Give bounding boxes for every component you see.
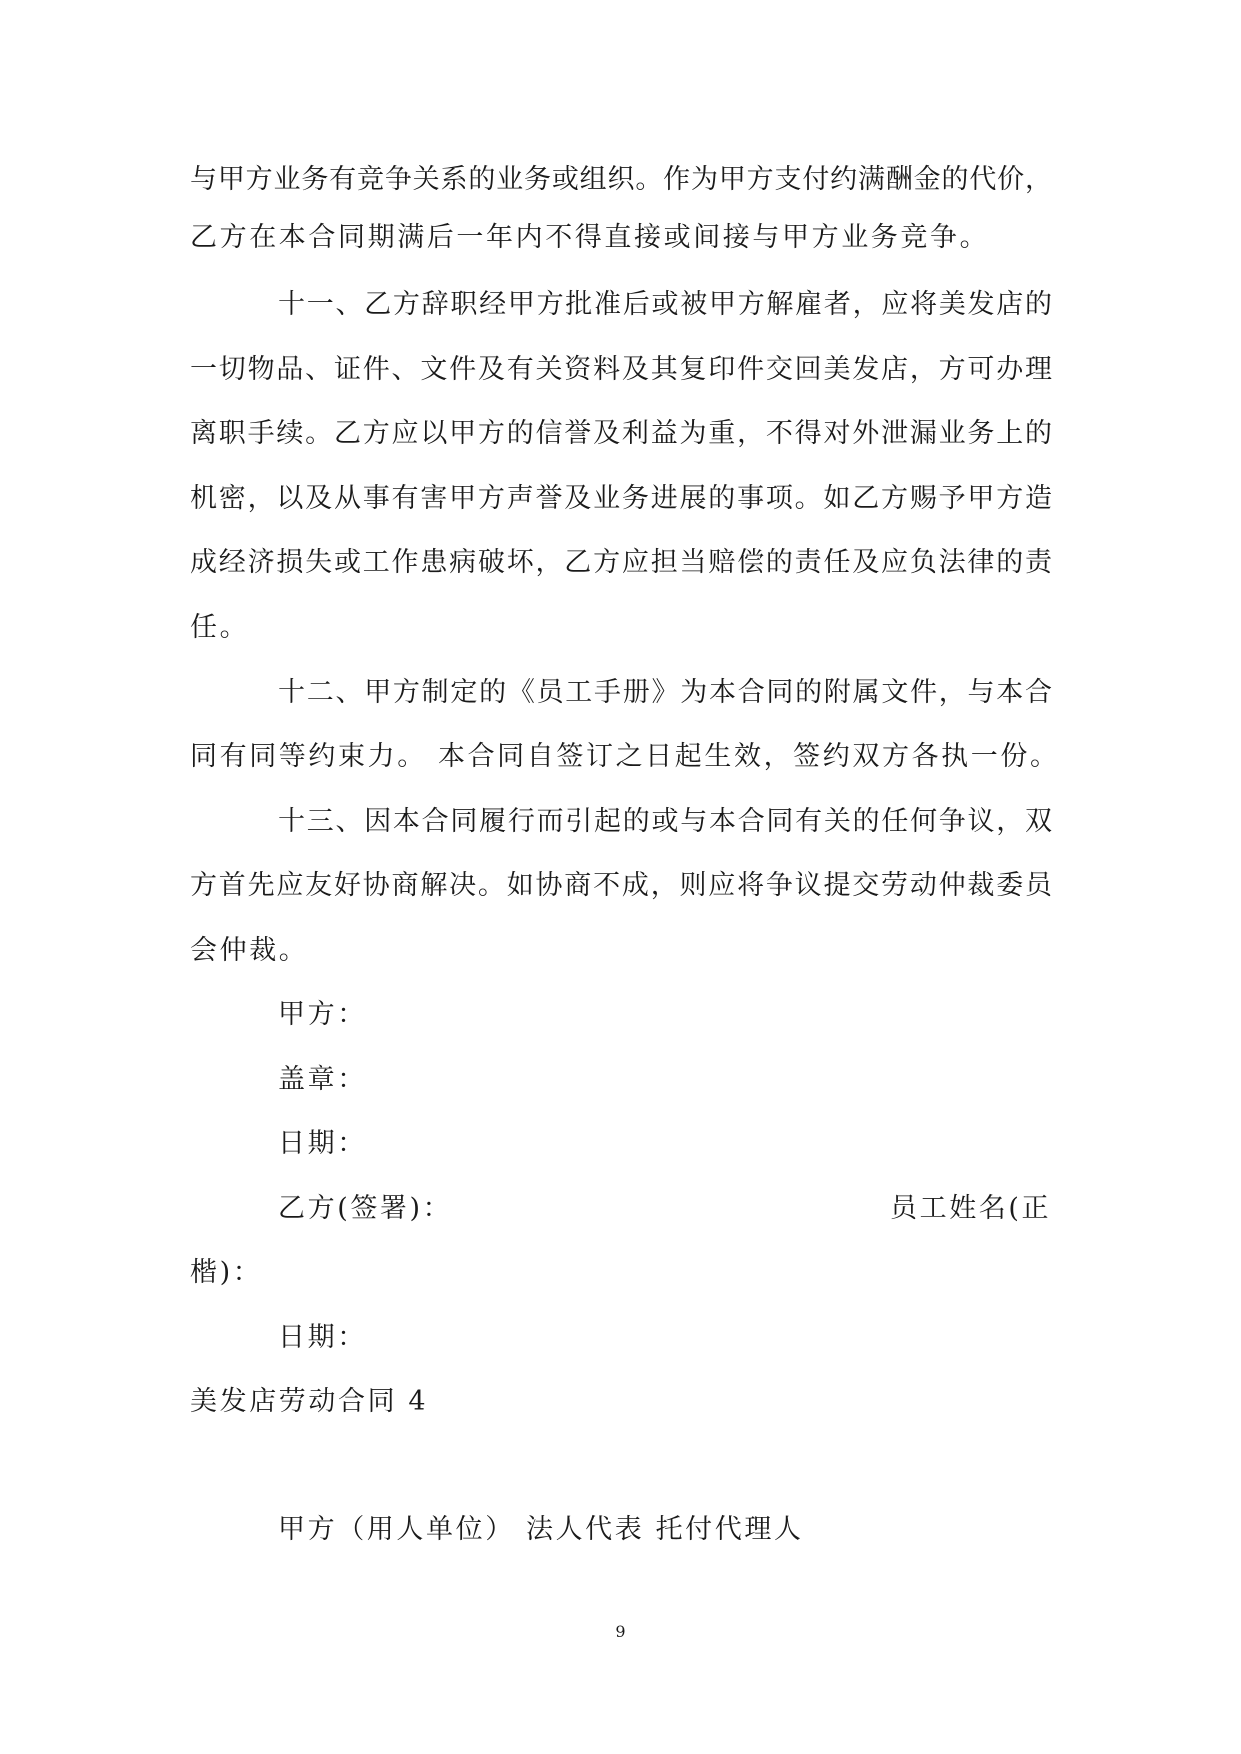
paragraph-line: 离职手续。乙方应以甲方的信誉及利益为重，不得对外泄漏业务上的 [190, 418, 1052, 449]
date-b-label: 日期： [278, 1322, 367, 1353]
employee-name-label: 员工姓名(正 [890, 1193, 1052, 1224]
clause-13-line: 十三、因本合同履行而引起的或与本合同有关的任何争议，双 [278, 806, 1052, 837]
seal-label: 盖章： [278, 1064, 367, 1095]
next-section-parties: 甲方（用人单位） 法人代表 托付代理人 [278, 1514, 804, 1545]
paragraph-line: 任。 [190, 612, 250, 643]
paragraph-line: 方首先应友好协商解决。如协商不成，则应将争议提交劳动仲裁委员 [190, 870, 1052, 901]
employee-name-label-cont: 楷)： [190, 1257, 263, 1288]
paragraph-line: 一切物品、证件、文件及有关资料及其复印件交回美发店，方可办理 [190, 354, 1052, 385]
party-b-label: 乙方(签署)： [278, 1193, 453, 1224]
paragraph-line: 机密，以及从事有害甲方声誉及业务进展的事项。如乙方赐予甲方造 [190, 483, 1052, 514]
paragraph-line: 会仲裁。 [190, 935, 309, 966]
paragraph-line: 乙方在本合同期满后一年内不得直接或间接与甲方业务竞争。 [190, 222, 990, 253]
clause-12-line: 十二、甲方制定的《员工手册》为本合同的附属文件，与本合 [278, 677, 1052, 708]
page-number: 9 [615, 1622, 626, 1641]
paragraph-line: 成经济损失或工作患病破坏，乙方应担当赔偿的责任及应负法律的责 [190, 547, 1052, 578]
date-a-label: 日期： [278, 1128, 367, 1159]
clause-11-line: 十一、乙方辞职经甲方批准后或被甲方解雇者，应将美发店的 [278, 289, 1052, 320]
party-a-label: 甲方： [278, 999, 367, 1030]
next-section-title: 美发店劳动合同 4 [190, 1386, 429, 1417]
paragraph-line: 与甲方业务有竞争关系的业务或组织。作为甲方支付约满酬金的代价， [190, 164, 1052, 195]
paragraph-line: 同有同等约束力。 本合同自签订之日起生效，签约双方各执一份。 [190, 741, 1060, 772]
